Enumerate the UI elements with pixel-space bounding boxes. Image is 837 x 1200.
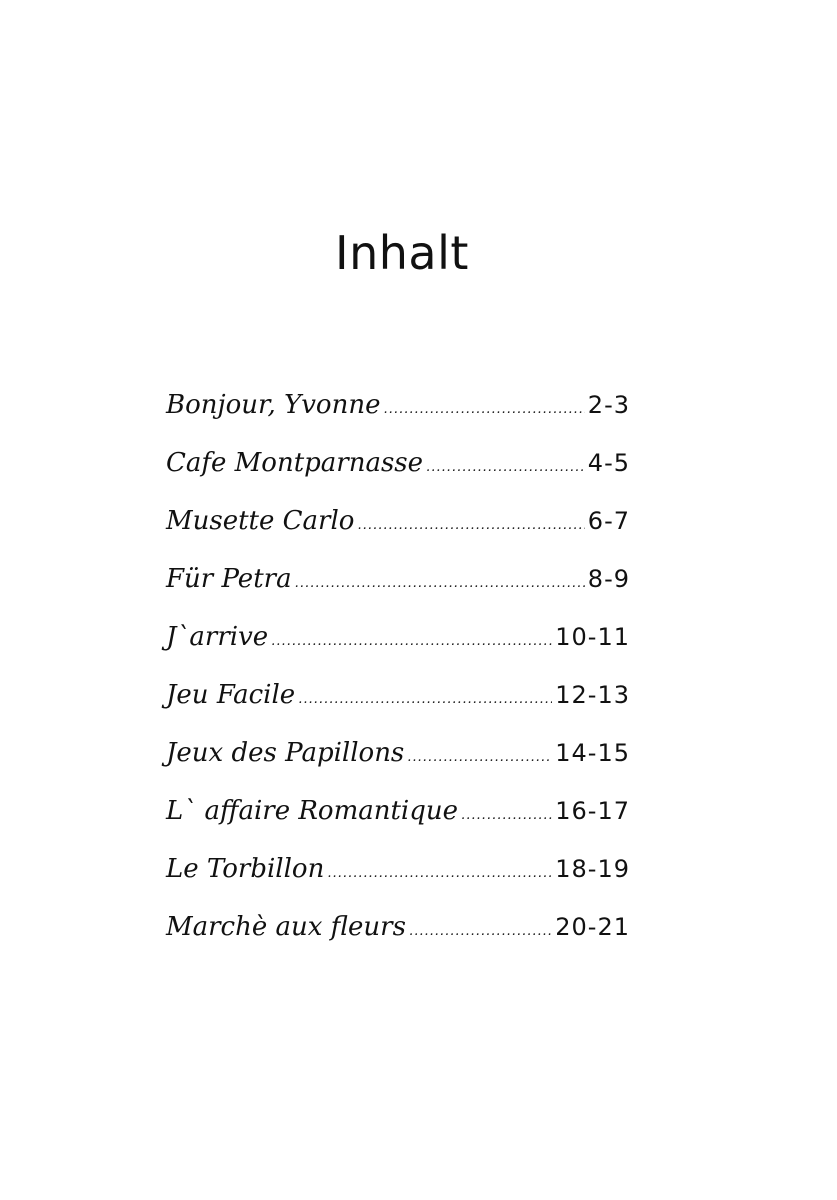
toc-entry-pages: 16-17 bbox=[555, 797, 630, 825]
toc-dot-leader bbox=[409, 924, 552, 939]
toc-dot-leader bbox=[295, 576, 585, 591]
toc-entry-fur-petra bbox=[166, 564, 630, 622]
toc-entry-pages: 8-9 bbox=[587, 565, 630, 593]
toc-entry-title: Für Petra bbox=[166, 564, 292, 594]
toc-entry-pages: 6-7 bbox=[587, 507, 630, 535]
toc-entry-title: Musette Carlo bbox=[166, 506, 355, 536]
toc-entry-pages: 12-13 bbox=[555, 681, 630, 709]
toc-entry-title: L` affaire Romantique bbox=[166, 796, 459, 826]
table-of-contents bbox=[166, 390, 630, 970]
toc-entry-jeu-facile bbox=[166, 680, 630, 738]
toc-entry-title: Bonjour, Yvonne bbox=[166, 390, 381, 420]
toc-entry-jeux-des-papillons bbox=[166, 738, 630, 796]
toc-dot-leader bbox=[426, 460, 585, 475]
toc-entry-pages: 18-19 bbox=[555, 855, 630, 883]
toc-dot-leader bbox=[327, 866, 552, 881]
toc-entry-title: Le Torbillon bbox=[166, 854, 325, 884]
toc-dot-leader bbox=[271, 634, 552, 649]
toc-entry-pages: 20-21 bbox=[555, 913, 630, 941]
toc-entry-cafe-montparnasse bbox=[166, 448, 630, 506]
toc-dot-leader bbox=[383, 402, 584, 417]
toc-entry-title: Marchè aux fleurs bbox=[166, 912, 406, 942]
toc-entry-pages: 2-3 bbox=[587, 391, 630, 419]
toc-entry-title: Jeux des Papillons bbox=[166, 738, 405, 768]
toc-entry-musette-carlo bbox=[166, 506, 630, 564]
toc-dot-leader bbox=[461, 808, 552, 823]
toc-entry-pages: 4-5 bbox=[587, 449, 630, 477]
toc-entry-title: Jeu Facile bbox=[166, 680, 296, 710]
toc-dot-leader bbox=[357, 518, 584, 533]
toc-entry-title: Cafe Montparnasse bbox=[166, 448, 424, 478]
toc-entry-pages: 10-11 bbox=[555, 623, 630, 651]
toc-entry-title: J`arrive bbox=[166, 622, 269, 652]
toc-entry-marche-aux-fleurs bbox=[166, 912, 630, 970]
toc-entry-pages: 14-15 bbox=[555, 739, 630, 767]
toc-dot-leader bbox=[407, 750, 552, 765]
toc-entry-laffaire-romantique bbox=[166, 796, 630, 854]
toc-entry-jarrive bbox=[166, 622, 630, 680]
page-title: Inhalt bbox=[335, 226, 469, 280]
toc-entry-bonjour-yvonne bbox=[166, 390, 630, 448]
toc-dot-leader bbox=[298, 692, 552, 707]
toc-entry-le-torbillon bbox=[166, 854, 630, 912]
